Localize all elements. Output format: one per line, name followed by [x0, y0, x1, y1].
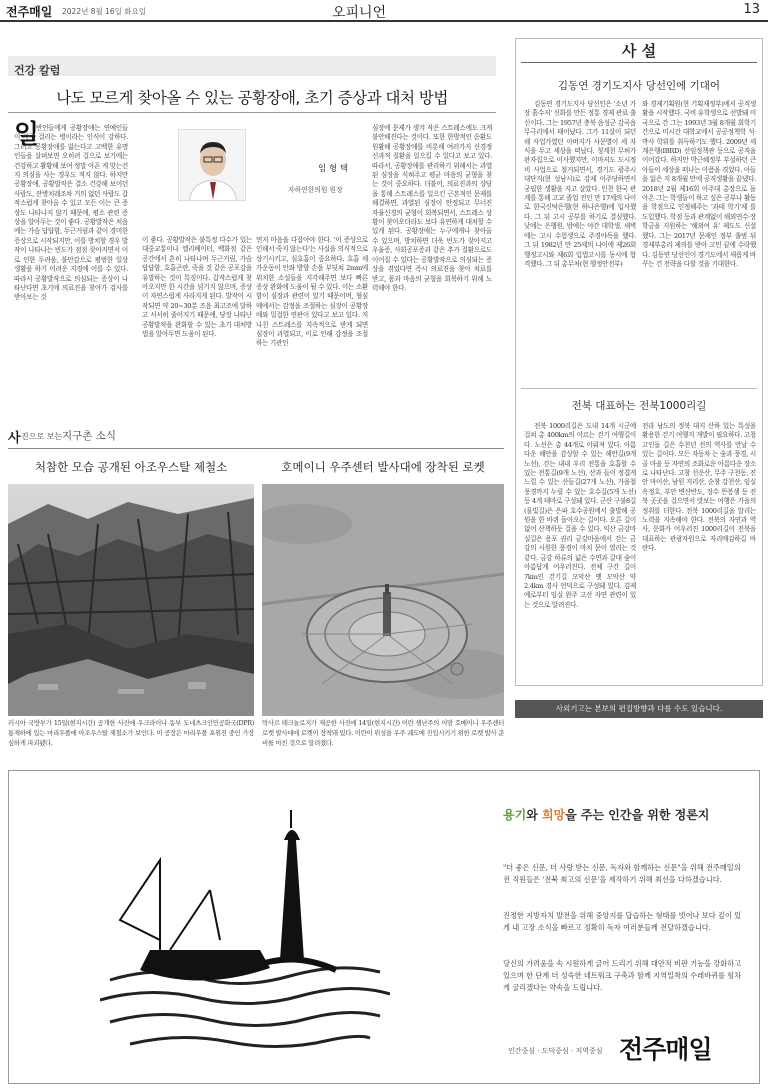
ad-headline-particle-1: 와 [526, 808, 542, 822]
editorial-1-col-2: 와 경제기획원(현 기획재정부)에서 공직생활을 시작했다. 국비 유학생으로 선발돼 미국으로 간 그는 1993년 3월 8개월 회학기간으로 미시간 대학교에서 공공정책학 석·박사 학위를 취득하기도 했다. 2009년 세계은행(IBRD) 선임정책관 등으로 공직을 이어갔다. 하지만 박근혜정부 부설하던 큰아들이 세상을 떠나는 아픔을 겪었다. 아들을 잃은 지 8개월 만에 공직생활을 끝냈다. 2018년 2월 제16회 아주대 총장으로 돌아온 그는 학생들이 하고 싶은 공부나 활동을 학점으로 인정해주는 '과테 학기'제 를 도입했다. 학점 등과 관계없이 해외연수·장학금을 지원하는 '해외여 유' 제도도 신설했다. 그는 2017년 문재인 정부 출범 뒤 경제부총리 제의를 받아 고민 끝에 수락했다. 김동연 당선인이 경기도에서 새롭게 바꾸는 건 전략을 다할 것을 기대한다. [642, 100, 756, 268]
photo-news-heading-initial: 사 [8, 431, 21, 446]
ad-paragraph-1: "더 좋은 신문, 더 사랑 받는 신문, 독자와 함께하는 신문"을 위해 전주매일의 전 직원들은 '전북 최고의 신문'을 제작하기 위해 최선을 다하겠습니다. [503, 863, 741, 884]
editorial-title-1[interactable]: 김동연 경기도지사 당선인에 기대어 [557, 80, 721, 92]
photo-news-heading: 지구촌 소식 [62, 430, 117, 442]
column-label-bar [8, 56, 496, 76]
author-name: 임 형 택 [318, 164, 349, 174]
portrait-image [179, 130, 246, 201]
issue-date: 2022년 8월 16일 화요일 [62, 7, 147, 16]
divider [8, 112, 496, 113]
page-number: 13 [743, 2, 760, 17]
editorial-2-col-2: 전라 남도의 정북 대지 산하 있는 특성을 활용한 걷기 여행지 개발이 필요하다. 고창 고인돌 길은 수천년 전의 역사를 만날 수 있는 길이다. 모든 자동차 는 숲과 풍경, 시골 마을 등 자연의 조화로운 아름다운 장소로 나타난다. 고창 선운산, 무주 구천동, 진안 마이산, 남원 지리산, 순창 강천산, 임실 옥정호, 부안 변산반도, 장수 뜬봉샘 등 전북 곳곳을 걸으면서 맛보는 여행은 가을의 정취를 더한다. 전북 1000리길을 알리는 노력을 지속해야 한다. 전북의 자연과 역사, 문화가 어우러진 1000리길이 전북을 대표하는 관광자원으로 자리매김하길 바란다. [642, 422, 756, 553]
section-name: 오피니언 [332, 5, 387, 21]
ad-headline-rest: 을 주는 인간을 위한 정론지 [565, 808, 710, 822]
newspaper-logo[interactable]: 전주매일 [6, 5, 53, 19]
editorial-1-col-1: 김동연 경기도지사 당선인은 '소년 가장 흙수저' 신화를 만든 정통 경제 관료 출신이다. 그는 1957년 충북 음성군 감곡읍 무극리에서 태어났다. 그가 11살이 되던 해 사업가였던 아버지가 사문별이 세 자식을 두고 세상을 떠났다. 청계천 무허가 판자집으로 이사했지만, 이마저도 도시정비 사업으로 철거되면서, 경기도 광주시 대단지(현 성남시)로 강제 이주당하면서 궁핍한 생활을 지고 살았다. 인천 한국 관계를 통해 고교 졸업 전인 만 17세의 나이로 한국신탁은행(현 하나은행)에 입사했다. 그 뒤 고시 공부를 하기로 결심했다. 낮에는 은행원, 밤에는 야간 대학생, 새벽에는 고시 수험생으로 주경야독을 했다. 그 뒤 1982년 만 25세의 나이에 제26회 행정고시와 제6회 입법고시를 동시에 합격했다. 그 뒤 총무처(현 행정안전부) [524, 100, 636, 268]
notice-text: 사외기고는 본보의 편집방향과 다를 수도 있습니다. [555, 704, 723, 713]
photo-news-heading-small: 진으로 보는 [21, 432, 63, 441]
article-col-3: 먼저 마음을 다잡아야 한다. '이 증상으로 인해서 죽지 않는다'는 사실을 의식적으로 상기시키고, 심호흡이 중요하다. 호흡 세가운동이 안좌 방향 손을 부딪쳐 2mm에 위치한 소설들을 지각해주면 보다 빠른 증상 완화에 도움이 될 수 있다. 이는 소환함이 심장과 관련이 있기 때문이며, 혈심매에서는 감정을 조절하는 심장이 공황장애와 밀접한 연관이 있다고 보고 있다. 지나친 스트레스를 지속적으로 받게 되면 심장이 과열되고, 이로 인해 감정을 조절하는 기관인 [256, 236, 368, 348]
author-photo [178, 129, 246, 201]
photo-title-1[interactable]: 처참한 모습 공개된 아조우스탈 제철소 [34, 460, 228, 474]
ad-headline-word-1: 용기 [503, 808, 527, 822]
editorial-title-2[interactable]: 전북 대표하는 전북1000리길 [571, 400, 707, 412]
photo-caption-1: 러시아 국방부가 15일(현지시간) 공개한 사진에 우크라이나 동부 도네츠크인민공화국(DPR) 통제하에 있는 마리우폴에 아조우스탈 제철소가 보인다. 이 공장은 마리우폴 포위전 중인 가장 심하게 파괴됐다. [8, 719, 254, 747]
photo-launch-pad[interactable] [262, 484, 504, 716]
editorial-2-col-1: 전북 1000리길은 도내 14개 시군에 걸쳐 총 400km의 이르는 걷기 여행길이다. 노선은 총 44개로 이뤄져 있다. 아름다운 해안을 감상할 수 있는 해안길(9개 노선), 걷는 내내 우리 전통을 호흡할 수 있는 전통길(9개 노선), 산과 들이 정겹게 느낄 수 있는 산들길(27개 노선), 가을철 풍경까지 누릴 수 있는 호수길(5개 노선) 등 4개 테마로 구성돼 있다. 군산 구불8길(물빛길)은 은파 호수공원에서 출발해 공원을 한 바퀴 돌아오는 길이다. 오른 길이 없어 산책하듯 걸을 수 있다. 익산 금강마실길은 용포 권리 금강마을에서 걷는 금강의 시원한 풍경이 마치 문이 열리는 것 같다. 금강 하류의 넓은 수면과 갈대 숲이 아름답게 어우러진다. 전체 구간 길이 7km인 걷기길 모악산 옛 모악산 약 2.4km 경사 언덕으로 구성돼 있다. 김제 예로부터 임실 완주 고산 자연 관련이 있는 것으로 알려진다. [524, 422, 636, 609]
article-col-2: 이 좋다. 공황발작은 불특정 다수가 있는 대중교통이나 엘리베이터, 백화점 같은 공간에서 흔히 나타나며 두근거림, 가슴 답답함, 호흡곤란, 죽을 것 같은 공포감을 유발하는 것이 특징이다. 갑작스럽게 찾아오지만 한 시간을 넘기지 않으며, 증상이 자연스럽게 사라지게 된다. 발작이 시작되면 약 20~30분 즈음 최고조에 달하고 서서히 줄어지기 때문에, 당장 나타난 공황발작을 완화할 수 있는 초기 대처방법을 알아두면 도움이 된다. [142, 236, 252, 339]
divider [8, 448, 504, 449]
drop-cap: 일 [14, 120, 40, 150]
ad-headline-word-2: 희망 [541, 808, 566, 822]
article-col-4: 심장에 문제가 생겨 작은 스트레스에도 크게 불안해진다는 것이다. 또한 한방적인 순환도 원활해 공황장애를 비롯해 여러가지 신경정신과적 질환을 일으킬 수 있다고 보고 있다. 따라서, 공황장애를 관리하기 위해서는 과열된 심장을 식혀주고 평균 마음의 균형을 찾는 것이 중요하다. 더불어, 의료진과의 상담을 통해 스트레스를 일으킨 근본적인 문제를 해결하면, 과열된 심장이 안정되고 무너진 자율신경의 균형이 회복되면서, 스트레스 상황이 찾아오더라도 보다 유연하게 대처할 수 있게 된다. 공황장애는 누구에게나 찾아올 수 있으며, 방치하면 더욱 빈도가 잦아지고 우울증, 사회공포증과 같은 추가 질환으로도 이어질 수 있다는 공황발작으로 의심되는 증상을 겪었다면 즉시 의료진을 찾아 치료를 받고, 몸과 마음의 균형을 회복하기 위해 노력해야 한다. [372, 124, 492, 292]
author-role: 자하연한의원 원장 [288, 186, 343, 194]
article-col-1: 반인들에게 공황장애는 연예인들이 자주 걸리는 병이라는 인식이 강하다. 그러고 공황장애를 앓는다고 고백한 유명인들을 살펴보면 오히려 걸으로 보기에는 건강하고 활황해 보여 정말 아픈 게 맞는건지 의심을 사는 경우도 적지 않다. 하지만 공황장애, 공황발작은 결소 건강해 보이던 사람도, 잔병치레조차 거의 없던 사람도 갑작스럽게 찾아올 수 있고 모든 이는 큰 증상도 나타나지 않기 때문에, 평소 관련 증상을 알아두는 것이 좋다. 공황발작은 처음에는 가슴 답답함, 두근거림과 같이 경미한 증상으로 시작되지만, 이를 방치할 경우 발작이 나타나는 빈도가 점점 잦아지면서 이로 인한 두려움, 불안감으로 평범한 일상 생활을 하기 어려운 지경에 이를 수 있다. 따라서 공황발작으로 의심되는 증상이 나타난다면 초기에 의료진을 찾아가 검사를 받아보는 것 [14, 124, 128, 302]
editorial-heading: 사 설 [621, 42, 657, 60]
ad-tagline: 인간중심 · 도덕중심 · 지역중심 [508, 1047, 603, 1055]
article-title[interactable]: 나도 모르게 찾아올 수 있는 공황장애, 초기 증상과 대처 방법 [56, 89, 448, 107]
photo-destroyed-factory[interactable] [8, 484, 254, 716]
ad-paragraph-3: 당신의 가려움을 속 시원하게 긁어 드리기 위해 대안적 비판 기능을 강화하고 있으며 한 단계 더 성숙한 네트워크 구축과 함께 지역밀착의 수레바퀴를 힘차게 굴리겠다는 약속을 드립니다. [503, 959, 742, 992]
divider [521, 388, 757, 389]
ad-paragraph-2: 진정한 지방자치 발전을 위해 중앙지를 답습하는 형태를 벗어나 보다 깊이 있게 내 고장 소식을 빠르고 정확히 독자 여러분들께 전달하겠습니다. [503, 911, 742, 932]
divider [521, 62, 757, 63]
photo-title-2[interactable]: 호메이니 우주센터 발사대에 장착된 로켓 [281, 460, 485, 474]
ad-logo[interactable]: 전주매일 [619, 1035, 712, 1064]
ad-illustration [100, 800, 390, 1075]
photo-caption-2: 막사르 테크놀로지가 제공한 사진에 14일(현지시간) 이란 셈난주의 이맘 호메이니 우주센터 로켓 발사대에 로켓이 장착돼 있다. 이란이 위성을 우주 궤도에 진입시키기 위한 로켓 발사 준비를 마친 것으로 알려졌다. [262, 719, 504, 747]
ad-headline [503, 806, 709, 823]
column-label: 건강 칼럼 [14, 64, 61, 77]
